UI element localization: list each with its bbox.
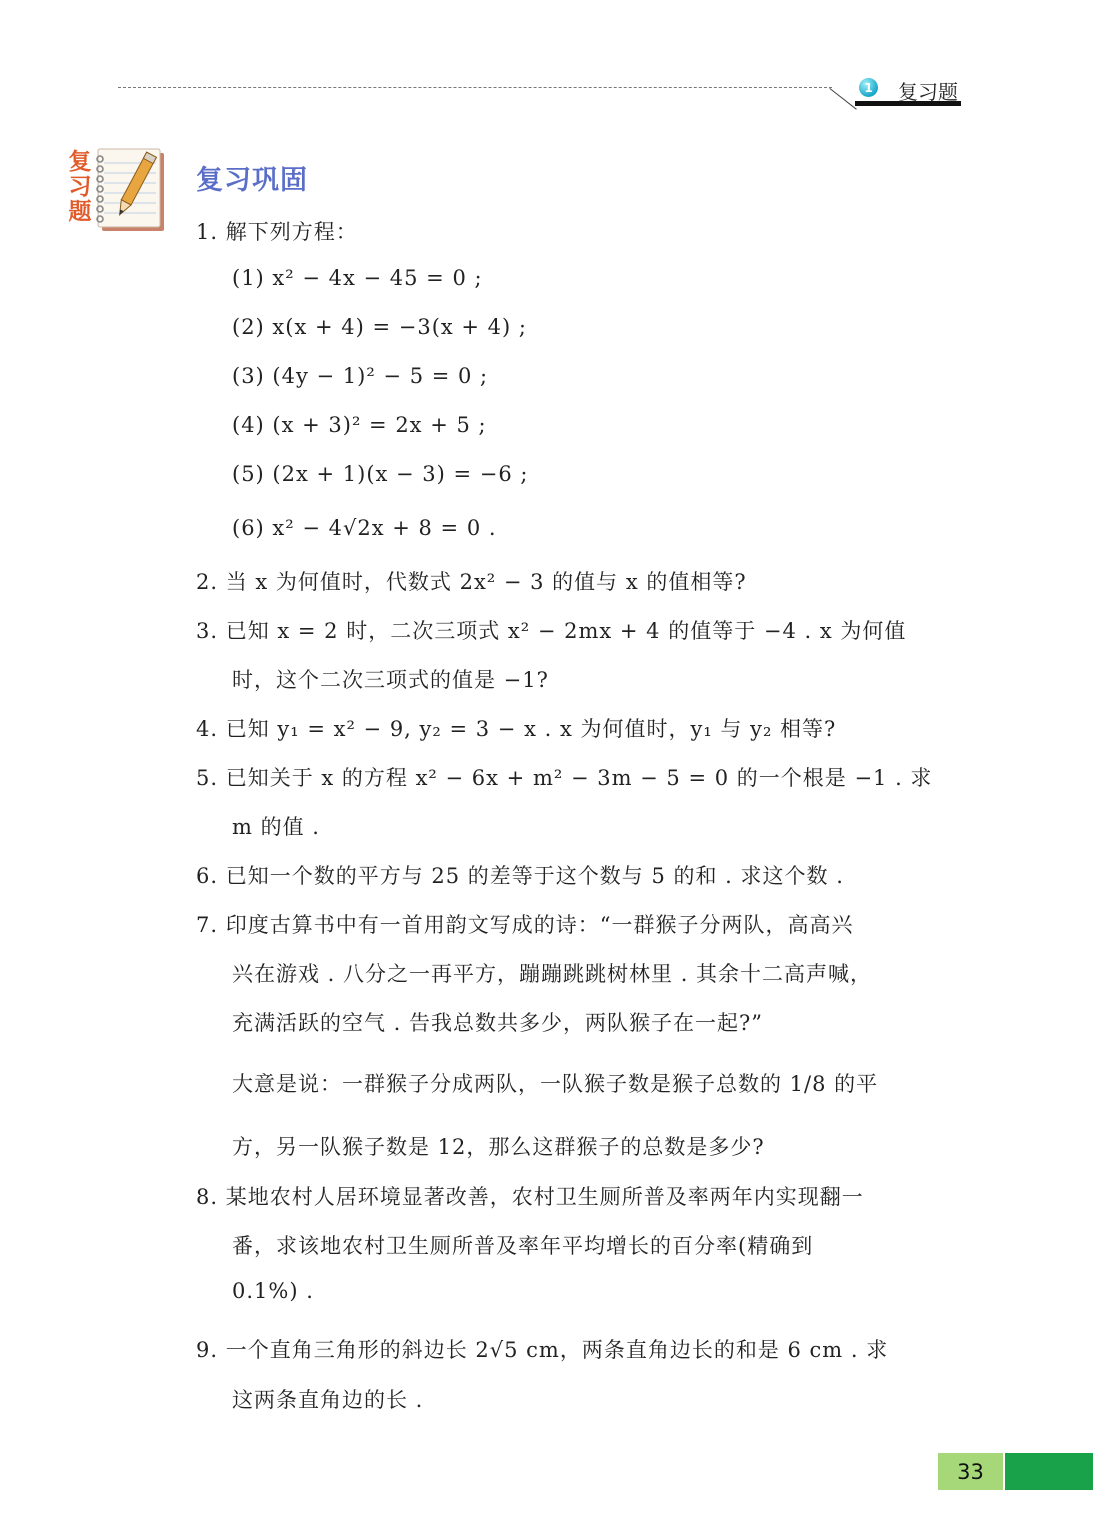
header-dashed-rule: [118, 87, 832, 88]
chapter-number-badge: 1: [859, 78, 878, 97]
problem-9-line-2: 这两条直角边的长 .: [232, 1388, 424, 1412]
problem-7-line-3: 充满活跃的空气 . 告我总数共多少，两队猴子在一起?”: [232, 1011, 764, 1035]
problem-5-line-1: 5. 已知关于 x 的方程 x² − 6x + m² − 3m − 5 = 0 的一个根是 −1 . 求: [196, 766, 933, 790]
problem-1-label: 1. 解下列方程：: [196, 220, 358, 244]
problem-3-line-2: 时，这个二次三项式的值是 −1?: [232, 668, 549, 692]
header-slant-rule: [829, 88, 856, 110]
problem-7-line-2: 兴在游戏 . 八分之一再平方，蹦蹦跳跳树林里 . 其余十二高声喊，: [232, 962, 873, 986]
problem-8-line-1: 8. 某地农村人居环境显著改善，农村卫生厕所普及率两年内实现翻一: [196, 1185, 864, 1209]
problem-1-part-2: (2) x(x + 4) = −3(x + 4) ;: [232, 315, 527, 339]
problem-7-line-5: 方，另一队猴子数是 12，那么这群猴子的总数是多少?: [232, 1135, 765, 1159]
problem-8-line-2: 番，求该地农村卫生厕所普及率年平均增长的百分率(精确到: [232, 1234, 814, 1258]
problem-9-line-1: 9. 一个直角三角形的斜边长 2√5 cm，两条直角边长的和是 6 cm . 求: [196, 1338, 889, 1362]
problem-1-part-1: (1) x² − 4x − 45 = 0 ;: [232, 266, 483, 290]
problem-3-line-1: 3. 已知 x = 2 时，二次三项式 x² − 2mx + 4 的值等于 −4 . x 为何值: [196, 619, 907, 643]
problem-1-part-5: (5) (2x + 1)(x − 3) = −6 ;: [232, 462, 529, 486]
section-heading: 复习巩固: [196, 165, 308, 196]
problem-1-part-6: (6) x² − 4√2x + 8 = 0 .: [232, 516, 497, 540]
section-icon-label: 复习题: [68, 149, 92, 225]
page-bar: [1005, 1453, 1093, 1490]
problem-7-line-1: 7. 印度古算书中有一首用韵文写成的诗：“一群猴子分两队，高高兴: [196, 913, 854, 937]
problem-8-line-3: 0.1%) .: [232, 1279, 314, 1303]
page-number: 33: [938, 1453, 1003, 1490]
problem-7-line-4: 大意是说：一群猴子分成两队，一队猴子数是猴子总数的 1/8 的平: [232, 1072, 879, 1096]
problem-1-part-4: (4) (x + 3)² = 2x + 5 ;: [232, 413, 487, 437]
problem-5-line-2: m 的值 .: [232, 815, 320, 839]
problem-1-part-3: (3) (4y − 1)² − 5 = 0 ;: [232, 364, 489, 388]
header-title: 复习题: [898, 80, 958, 104]
problem-6: 6. 已知一个数的平方与 25 的差等于这个数与 5 的和 . 求这个数 .: [196, 864, 844, 888]
problem-4: 4. 已知 y₁ = x² − 9, y₂ = 3 − x . x 为何值时，y₁ 与 y₂ 相等?: [196, 717, 837, 741]
problem-2: 2. 当 x 为何值时，代数式 2x² − 3 的值与 x 的值相等?: [196, 570, 747, 594]
